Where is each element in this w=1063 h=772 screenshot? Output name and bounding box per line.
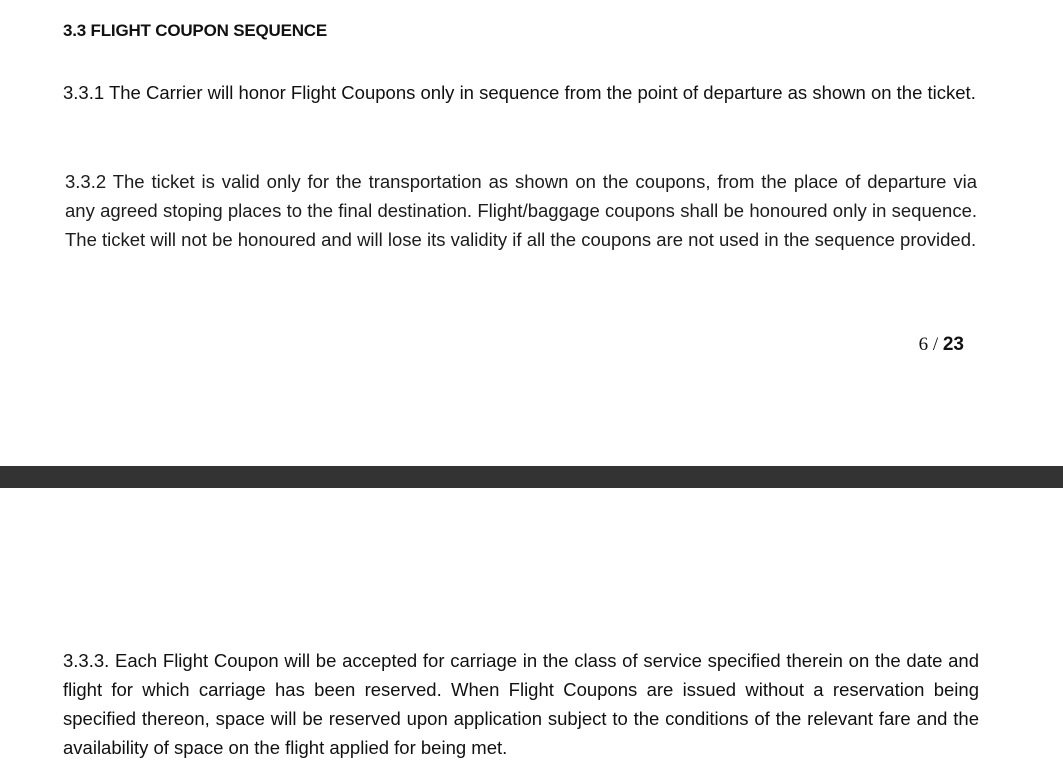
paragraph-3-3-2: 3.3.2 The ticket is valid only for the transportation as shown on the coupons, from the place of departure via any agreed stoping places to the final destination. Flight/baggage coupons shall be honoured only in sequence. The ticket will not be honoured and will lose its validity if all the coupons are not used in the sequence provided. [65,171,977,250]
page-number-separator: / [928,334,943,355]
paragraph-3-3-3: 3.3.3. Each Flight Coupon will be accepted for carriage in the class of service specified therein on the date and flight for which carriage has been reserved. When Flight Coupons are issued without a reservation being specified thereon, space will be reserved upon application subject to the conditions of the relevant fare and the availability of space on the flight applied for being met. [63,650,979,758]
page-number-total: 23 [942,334,964,355]
page-number-current: 6 [918,334,929,355]
document-page-7 [0,488,1063,772]
paragraph-3-3-1: 3.3.1 The Carrier will honor Flight Coupons only in sequence from the point of departure as shown on the ticket. [63,82,976,103]
page-separator [0,466,1063,488]
page-number [919,334,964,356]
section-heading: 3.3 FLIGHT COUPON SEQUENCE [63,21,328,40]
